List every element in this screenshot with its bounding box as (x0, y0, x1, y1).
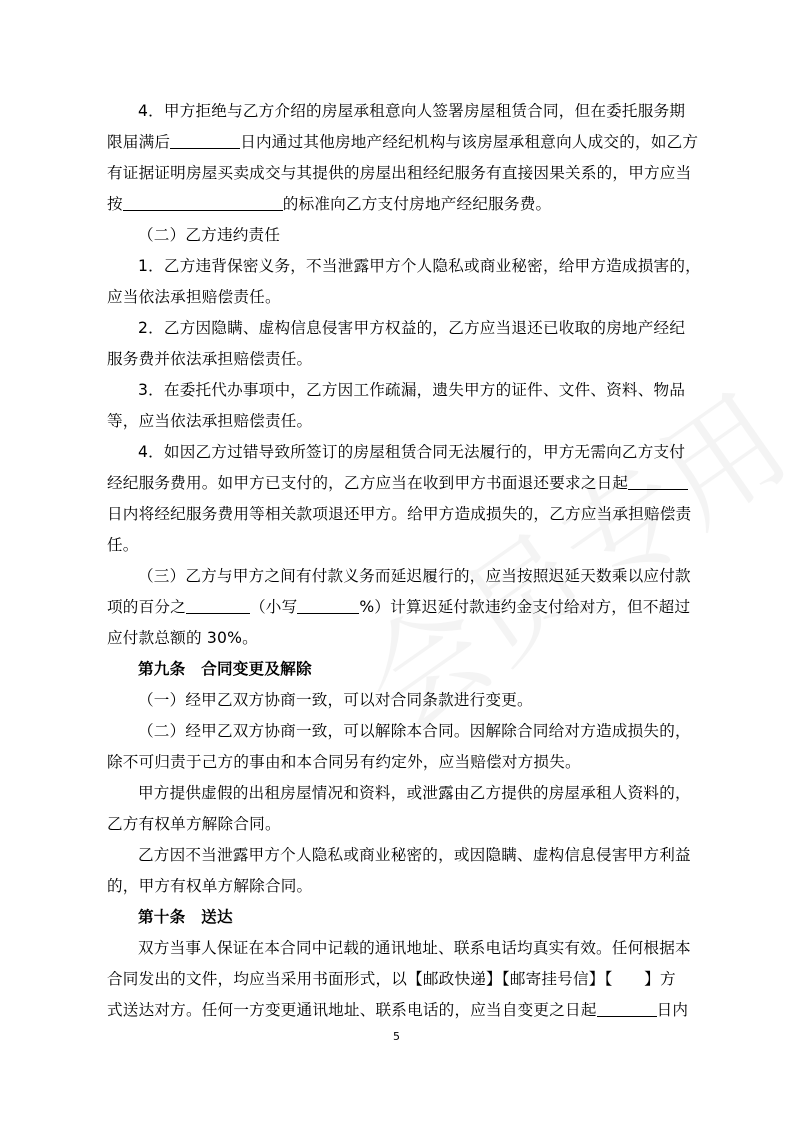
blank-field (628, 473, 688, 490)
text-line: 服务费并依法承担赔偿责任。 (107, 350, 313, 368)
text-line: 按 的标准向乙方支付房地产经纪服务费。 (107, 195, 552, 213)
blank-field (170, 132, 240, 149)
text-line: 日内将经纪服务费用等相关款项退还甲方。给甲方造成损失的，乙方应当承担赔偿责 (107, 505, 692, 523)
text-line: 等，应当依法承担赔偿责任。 (107, 412, 313, 430)
blank-field (597, 1000, 657, 1017)
text-line: （二）经甲乙双方协商一致，可以解除本合同。因解除合同给对方造成损失的， (138, 722, 691, 740)
text-line: 的，甲方有权单方解除合同。 (107, 877, 313, 895)
section-heading: （二）乙方违约责任 (138, 226, 281, 244)
text-line: （一）经甲乙双方协商一致，可以对合同条款进行变更。 (138, 691, 533, 709)
text-line: 限届满后 日内通过其他房地产经纪机构与该房屋承租意向人成交的，如乙方 (107, 133, 699, 151)
page-number: 5 (393, 1030, 400, 1043)
text-line: 项的百分之 （小写 %）计算迟延付款违约金支付给对方，但不超过 (107, 598, 691, 616)
blank-field (297, 597, 359, 614)
text-line: 1．乙方违背保密义务，不当泄露甲方个人隐私或商业秘密，给甲方造成损害的， (138, 257, 701, 275)
blank-field (123, 194, 283, 211)
text-line: 有证据证明房屋买卖成交与其提供的房屋出租经纪服务有直接因果关系的，甲方应当 (107, 164, 692, 182)
text-line: （三）乙方与甲方之间有付款义务而延迟履行的，应当按照迟延天数乘以应付款 (138, 567, 691, 585)
text-line: 双方当事人保证在本合同中记载的通讯地址、联系电话均真实有效。任何根据本 (138, 939, 691, 957)
text-line: 任。 (107, 536, 139, 554)
text-line: 乙方有权单方解除合同。 (107, 815, 281, 833)
text-line: 甲方提供虚假的出租房屋情况和资料，或泄露由乙方提供的房屋承租人资料的， (138, 784, 691, 802)
text-line: 经纪服务费用。如甲方已支付的，乙方应当在收到甲方书面退还要求之日起 (107, 472, 688, 494)
text-line: 4．如因乙方过错导致所签订的房屋租赁合同无法履行的，甲方无需向乙方支付 (138, 443, 686, 461)
text-line: 4．甲方拒绝与乙方介绍的房屋承租意向人签署房屋租赁合同，但在委托服务期 (138, 102, 686, 120)
text-line: 乙方因不当泄露甲方个人隐私或商业秘密的，或因隐瞒、虚构信息侵害甲方利益 (138, 846, 691, 864)
blank-field (186, 597, 250, 614)
article-heading: 第十条 送达 (138, 908, 233, 926)
text-line: 应付款总额的 30%。 (107, 629, 258, 647)
article-heading: 第九条 合同变更及解除 (138, 660, 312, 678)
text-line: 合同发出的文件，均应当采用书面形式，以【邮政快递】【邮寄挂号信】【 】方 (107, 970, 676, 988)
text-line: 应当依法承担赔偿责任。 (107, 288, 281, 306)
text-line: 2．乙方因隐瞒、虚构信息侵害甲方权益的，乙方应当退还已收取的房地产经纪 (138, 319, 686, 337)
text-line: 3．在委托代办事项中，乙方因工作疏漏，遗失甲方的证件、文件、资料、物品 (138, 381, 686, 399)
text-line: 除不可归责于己方的事由和本合同另有约定外，应当赔偿对方损失。 (107, 753, 581, 771)
text-line: 式送达对方。任何一方变更通讯地址、联系电话的，应当自变更之日起 日内 (107, 1001, 689, 1019)
